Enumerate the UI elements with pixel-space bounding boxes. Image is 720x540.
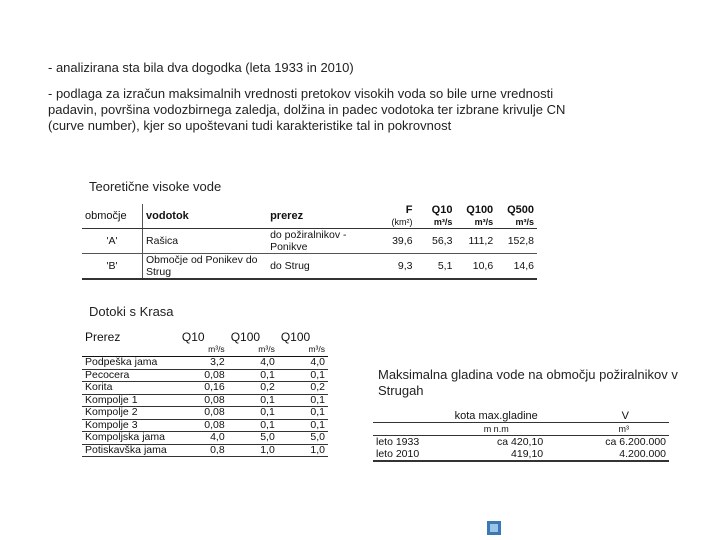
col-year — [373, 410, 446, 423]
table-header-row — [82, 204, 537, 229]
units-row — [82, 344, 328, 357]
intro-paragraph-1: - analizirana sta bila dva dogodka (leta 1933 in 2010) — [48, 60, 354, 75]
col-q100-a: Q100 — [230, 330, 261, 344]
table-row: Kompolje 1 0,08 0,1 0,1 — [82, 394, 328, 407]
cell-obmocje: 'B' — [82, 254, 143, 280]
karst-inflows-table — [82, 330, 328, 457]
table-row — [82, 254, 537, 280]
institute-logo-icon — [487, 520, 567, 536]
table-row: Potiskavška jama 0,8 1,0 1,0 — [82, 444, 328, 457]
cell-q10: 5,1 — [416, 254, 456, 280]
cell-q500: 152,8 — [496, 229, 537, 254]
table-header-row — [373, 410, 669, 423]
theoretical-floods-table — [82, 204, 537, 280]
col-q100: Q100 m³/s — [455, 204, 496, 229]
cell-q100: 10,6 — [455, 254, 496, 280]
cell-prerez: do požiralnikov - Ponikve — [267, 229, 376, 254]
cell-f: 9,3 — [376, 254, 416, 280]
cell-f: 39,6 — [376, 229, 416, 254]
col-q500: Q500 m³/s — [496, 204, 537, 229]
col-q10: Q10 m³/s — [416, 204, 456, 229]
cell-prerez: do Strug — [267, 254, 376, 280]
table-row — [82, 229, 537, 254]
unit-q100-b: m³/s — [278, 344, 328, 357]
table-row: Kompolje 2 0,08 0,1 0,1 — [82, 407, 328, 420]
col-f: F (km²) — [376, 204, 416, 229]
units-row — [373, 423, 669, 436]
col-q100-b: Q100 — [280, 330, 311, 344]
unit-kota: m n.m — [446, 423, 546, 436]
cell-q100: 111,2 — [455, 229, 496, 254]
unit-volume: m³ — [546, 423, 669, 436]
col-prerez: prerez — [267, 204, 376, 229]
col-volume: V — [546, 410, 669, 423]
unit-q10: m³/s — [179, 344, 228, 357]
col-q10: Q10 — [181, 330, 205, 344]
cell-q10: 56,3 — [416, 229, 456, 254]
max-water-level-table — [373, 410, 669, 462]
section-title-theoretical-floods: Teoretične visoke vode — [89, 179, 222, 194]
table-row: Korita 0,16 0,2 0,2 — [82, 382, 328, 395]
cell-vodotok: Območje od Ponikev do Strug — [143, 254, 268, 280]
col-kota: kota max.gladine — [446, 410, 546, 423]
table-row: Pecocera 0,08 0,1 0,1 — [82, 369, 328, 382]
cell-obmocje: 'A' — [82, 229, 143, 254]
unit-q100-a: m³/s — [228, 344, 278, 357]
table-row: Podpeška jama 3,2 4,0 4,0 — [82, 357, 328, 370]
table-row: Kompoljska jama 4,0 5,0 5,0 — [82, 432, 328, 445]
table-row: leto 2010 419,10 4.200.000 — [373, 448, 669, 461]
table-header-row — [82, 330, 328, 344]
logo-mark-icon — [487, 521, 501, 535]
intro-paragraph-2: - podlaga za izračun maksimalnih vrednosti pretokov visokih voda so bile urne vrednosti padavin, površina vodozbirnega zaledja, dolžina in padec vodotoka ter izbrane krivulje CN (curve number), kjer so upoštevani tudi karakteristike tal in pokrovnost — [48, 86, 566, 133]
table-row: Kompolje 3 0,08 0,1 0,1 — [82, 419, 328, 432]
col-prerez: Prerez — [85, 330, 121, 344]
section-title-max-water-level: Maksimalna gladina vode na območju požiralnikov v Strugah — [378, 367, 678, 398]
col-obmocje: območje — [82, 204, 143, 229]
table-row: leto 1933 ca 420,10 ca 6.200.000 — [376, 436, 666, 448]
col-vodotok: vodotok — [143, 204, 268, 229]
section-title-karst-inflows: Dotoki s Krasa — [89, 304, 174, 319]
cell-vodotok: Rašica — [143, 229, 268, 254]
cell-q500: 14,6 — [496, 254, 537, 280]
